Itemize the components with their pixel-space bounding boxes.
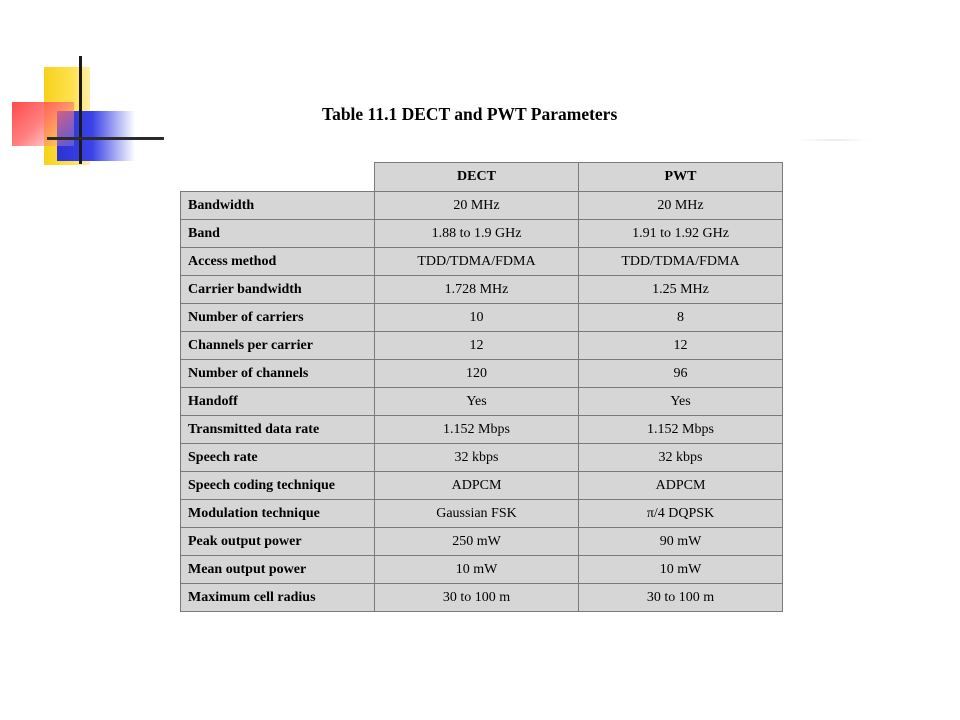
decorative-vertical-line — [79, 56, 82, 164]
table-row — [181, 332, 783, 360]
table-header-row — [181, 163, 783, 192]
table-row — [181, 192, 783, 220]
dect-value-cell: 10 — [375, 304, 579, 332]
dect-value-cell: 10 mW — [375, 556, 579, 584]
pwt-value-cell: 8 — [579, 304, 783, 332]
dect-value-cell: TDD/TDMA/FDMA — [375, 248, 579, 276]
row-label-cell: Handoff — [181, 388, 375, 416]
pwt-value-cell: 90 mW — [579, 528, 783, 556]
pwt-value-cell: 1.91 to 1.92 GHz — [579, 220, 783, 248]
row-label-cell: Modulation technique — [181, 500, 375, 528]
table-row — [181, 248, 783, 276]
column-header-dect: DECT — [375, 163, 579, 192]
table-title: Table 11.1 DECT and PWT Parameters — [322, 104, 618, 124]
decorative-horizontal-line — [47, 137, 164, 140]
row-label-cell: Number of carriers — [181, 304, 375, 332]
pwt-value-cell: 96 — [579, 360, 783, 388]
pwt-value-cell: Yes — [579, 388, 783, 416]
row-label-cell: Bandwidth — [181, 192, 375, 220]
dect-value-cell: Gaussian FSK — [375, 500, 579, 528]
dect-value-cell: ADPCM — [375, 472, 579, 500]
row-label-cell: Maximum cell radius — [181, 584, 375, 612]
table-row — [181, 220, 783, 248]
row-label-cell: Number of channels — [181, 360, 375, 388]
row-label-cell: Access method — [181, 248, 375, 276]
dect-value-cell: 12 — [375, 332, 579, 360]
column-header-pwt: PWT — [579, 163, 783, 192]
pwt-value-cell: TDD/TDMA/FDMA — [579, 248, 783, 276]
parameters-table — [180, 162, 783, 612]
row-label-cell: Speech rate — [181, 444, 375, 472]
decorative-faint-line — [797, 139, 871, 141]
table-row — [181, 528, 783, 556]
table-row — [181, 500, 783, 528]
pwt-value-cell: 30 to 100 m — [579, 584, 783, 612]
table-corner-cell — [181, 163, 375, 192]
dect-value-cell: 120 — [375, 360, 579, 388]
row-label-cell: Speech coding technique — [181, 472, 375, 500]
dect-value-cell: 1.152 Mbps — [375, 416, 579, 444]
table-body — [181, 192, 783, 612]
pwt-value-cell: ADPCM — [579, 472, 783, 500]
table-row — [181, 304, 783, 332]
row-label-cell: Peak output power — [181, 528, 375, 556]
table-row — [181, 276, 783, 304]
table-row — [181, 360, 783, 388]
pwt-value-cell: 32 kbps — [579, 444, 783, 472]
table-row — [181, 472, 783, 500]
table-row — [181, 556, 783, 584]
pwt-value-cell: π/4 DQPSK — [579, 500, 783, 528]
row-label-cell: Mean output power — [181, 556, 375, 584]
table-row — [181, 416, 783, 444]
pwt-value-cell: 12 — [579, 332, 783, 360]
pwt-value-cell: 10 mW — [579, 556, 783, 584]
dect-value-cell: Yes — [375, 388, 579, 416]
row-label-cell: Carrier bandwidth — [181, 276, 375, 304]
pwt-value-cell: 1.25 MHz — [579, 276, 783, 304]
row-label-cell: Band — [181, 220, 375, 248]
table-row — [181, 388, 783, 416]
pwt-value-cell: 20 MHz — [579, 192, 783, 220]
dect-value-cell: 250 mW — [375, 528, 579, 556]
row-label-cell: Channels per carrier — [181, 332, 375, 360]
dect-value-cell: 1.728 MHz — [375, 276, 579, 304]
pwt-value-cell: 1.152 Mbps — [579, 416, 783, 444]
dect-value-cell: 30 to 100 m — [375, 584, 579, 612]
row-label-cell: Transmitted data rate — [181, 416, 375, 444]
table-row — [181, 584, 783, 612]
dect-value-cell: 20 MHz — [375, 192, 579, 220]
dect-value-cell: 1.88 to 1.9 GHz — [375, 220, 579, 248]
dect-value-cell: 32 kbps — [375, 444, 579, 472]
table-row — [181, 444, 783, 472]
